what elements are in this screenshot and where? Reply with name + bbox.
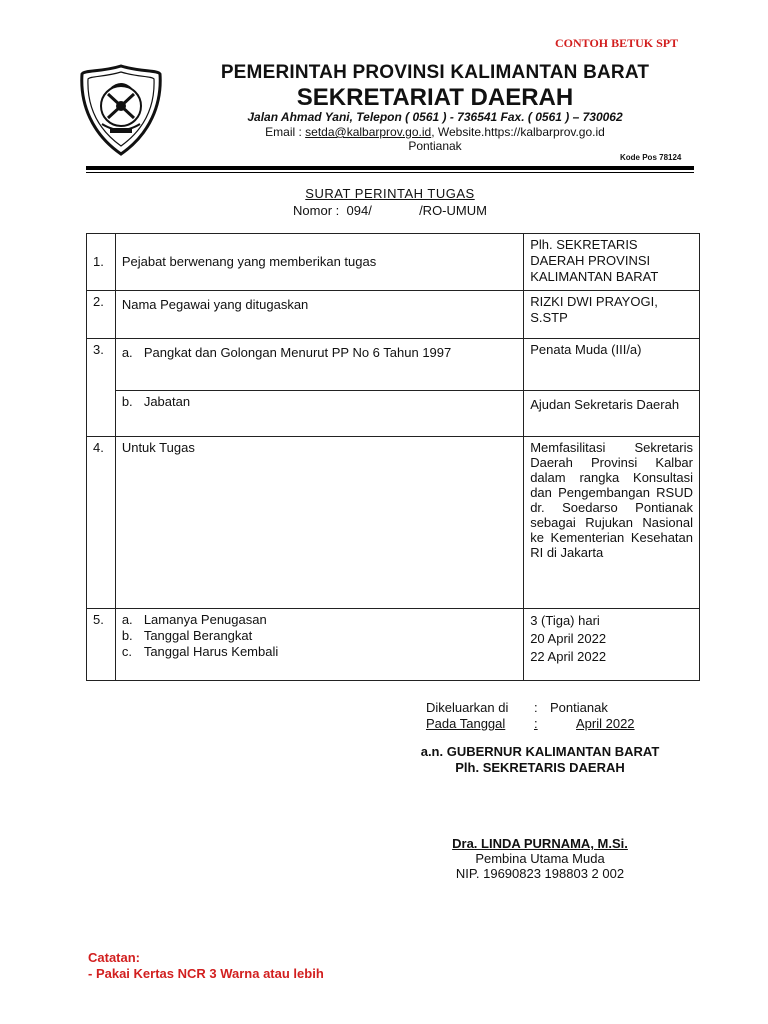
- sample-tag: CONTOH BETUK SPT: [555, 36, 679, 50]
- signatory-nip: NIP. 19690823 198803 2 002: [455, 866, 625, 881]
- row-number: 2.: [87, 291, 116, 339]
- coat-of-arms-logo: [80, 64, 162, 156]
- signatory-title: a.n. GUBERNUR KALIMANTAN BARAT Plh. SEKRETARIS DAERAH: [420, 744, 660, 775]
- table-row: [87, 391, 700, 437]
- row-label: a. Pangkat dan Golongan Menurut PP No 6 Tahun 1997: [115, 339, 523, 391]
- document-number: Nomor : 094/ /RO-UMUM: [293, 203, 487, 218]
- assignment-table: [86, 233, 700, 681]
- row-value: Plh. SEKRETARIS DAERAH PROVINSI KALIMANTAN BARAT: [524, 234, 700, 291]
- issue-date: April 2022: [576, 716, 635, 731]
- row-value: Memfasilitasi Sekretaris Daerah Provinsi Kalbar dalam rangka Konsultasi dan Pengembangan RSUD dr. Soedarso Pontianak sebagai Rujukan Nasional ke Kementerian Kesehatan RI di Jakarta: [524, 437, 700, 609]
- address-line: Jalan Ahmad Yani, Telepon ( 0561 ) - 736541 Fax. ( 0561 ) – 730062: [247, 110, 623, 124]
- contact-line: Email : setda@kalbarprov.go.id, Website.https://kalbarprov.go.id: [265, 125, 605, 139]
- signatory-rank: Pembina Utama Muda: [475, 851, 605, 866]
- table-row: [87, 234, 700, 291]
- postal-code: Kode Pos 78124: [620, 153, 682, 162]
- row-label: Nama Pegawai yang ditugaskan: [115, 291, 523, 339]
- issue-details: Dikeluarkan di : Pontianak Pada Tanggal : April 2022: [426, 700, 635, 731]
- table-row: [87, 437, 700, 609]
- office-heading: SEKRETARIAT DAERAH: [296, 84, 574, 111]
- email-link[interactable]: setda@kalbarprov.go.id: [305, 125, 432, 139]
- website-text: , Website.https://kalbarprov.go.id: [431, 125, 605, 139]
- row-label: b. Jabatan: [115, 391, 523, 437]
- row-number: 5.: [87, 609, 116, 681]
- header-divider-thin: [86, 172, 694, 173]
- row-value: Penata Muda (III/a): [524, 339, 700, 391]
- table-row: [87, 339, 700, 391]
- row-value: Ajudan Sekretaris Daerah: [524, 391, 700, 437]
- row-value: RIZKI DWI PRAYOGI, S.STP: [524, 291, 700, 339]
- row-number: 1.: [87, 234, 116, 291]
- signatory-name: Dra. LINDA PURNAMA, M.Si.: [452, 836, 628, 851]
- table-row: [87, 609, 700, 681]
- city-line: Pontianak: [408, 139, 462, 153]
- issue-place: Pontianak: [550, 700, 608, 715]
- row-label: Pejabat berwenang yang memberikan tugas: [115, 234, 523, 291]
- note: Catatan: - Pakai Kertas NCR 3 Warna atau lebih: [88, 950, 324, 981]
- row-value: 3 (Tiga) hari 20 April 2022 22 April 2022: [524, 609, 700, 681]
- row-number: 3.: [87, 339, 116, 437]
- signatory-block: [390, 836, 690, 881]
- row-label: a. Lamanya Penugasan b. Tanggal Berangkat c. Tanggal Harus Kembali: [115, 609, 523, 681]
- document-title: SURAT PERINTAH TUGAS: [305, 186, 475, 201]
- row-label: Untuk Tugas: [115, 437, 523, 609]
- row-number: 4.: [87, 437, 116, 609]
- header-divider: [86, 166, 694, 170]
- gov-heading: PEMERINTAH PROVINSI KALIMANTAN BARAT: [220, 62, 650, 83]
- table-row: [87, 291, 700, 339]
